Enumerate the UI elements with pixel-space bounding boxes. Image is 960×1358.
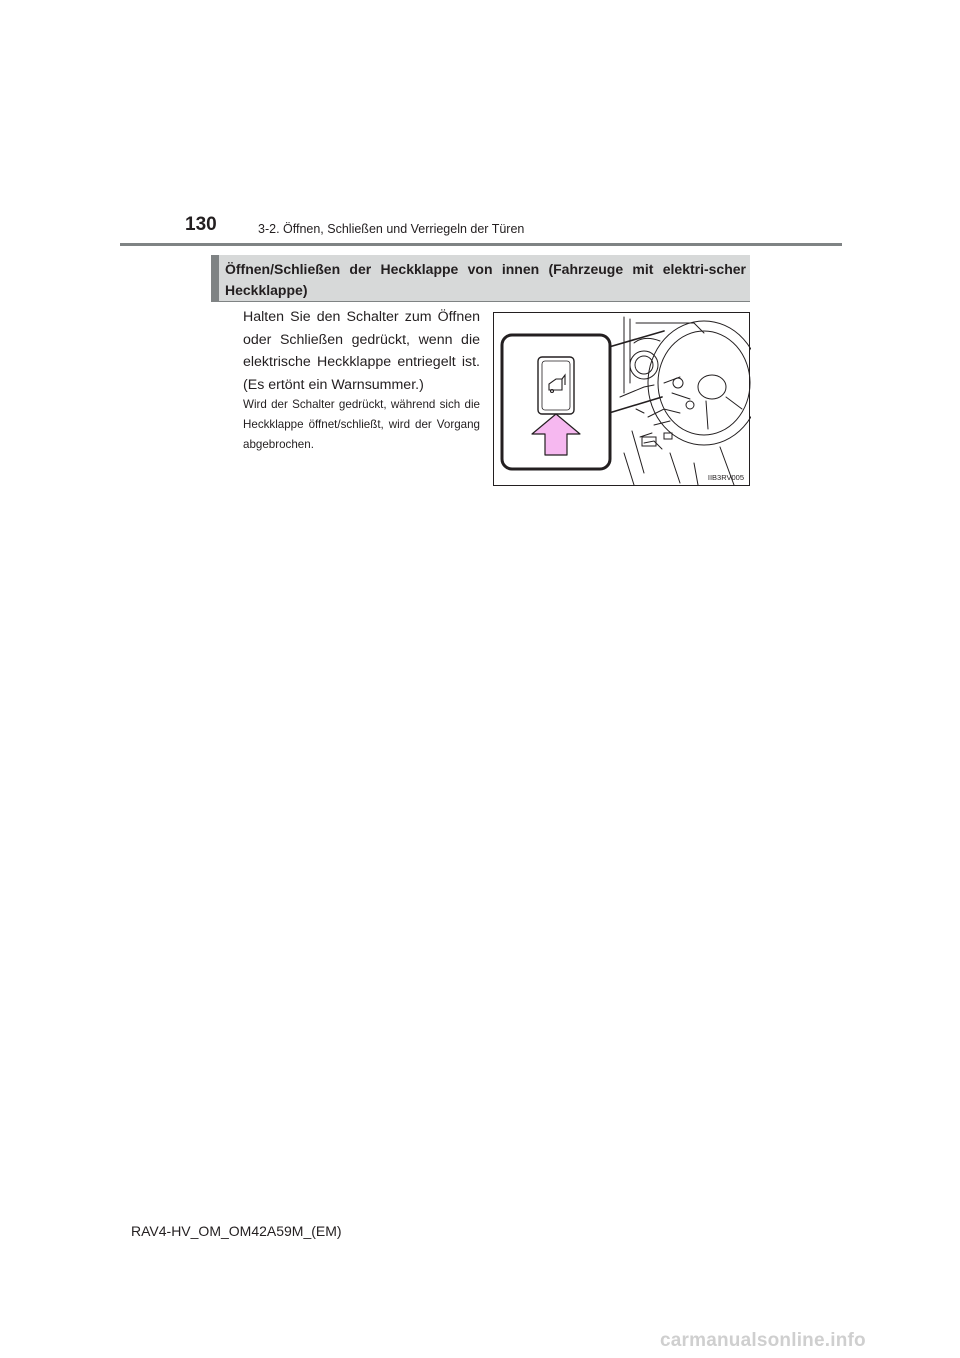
header-rule — [120, 243, 842, 246]
watermark: carmanualsonline.info — [660, 1330, 866, 1351]
dashboard-drawing — [494, 313, 751, 487]
dashboard-illustration — [493, 312, 750, 486]
switch-button — [538, 357, 574, 414]
instruction-text: Halten Sie den Schalter zum Öffnen oder Schließen gedrückt, wenn die elektrische Heckklappe entriegelt ist. (Es ertönt ein Warnsummer.) — [243, 309, 480, 393]
page-number: 130 — [185, 214, 217, 235]
illustration-code: IIB3RV005 — [707, 473, 744, 482]
chapter-title: 3-2. Öffnen, Schließen und Verriegeln der Türen — [258, 222, 525, 236]
section-heading: Öffnen/Schließen der Heckklappe von innen (Fahrzeuge mit elektri-scher Heckklappe) — [211, 255, 750, 301]
section-heading-rule — [211, 301, 750, 302]
note-text: Wird der Schalter gedrückt, während sich die Heckklappe öffnet/schließt, wird der Vorgang abgebrochen. — [243, 398, 480, 452]
document-id: RAV4-HV_OM_OM42A59M_(EM) — [131, 1223, 342, 1239]
